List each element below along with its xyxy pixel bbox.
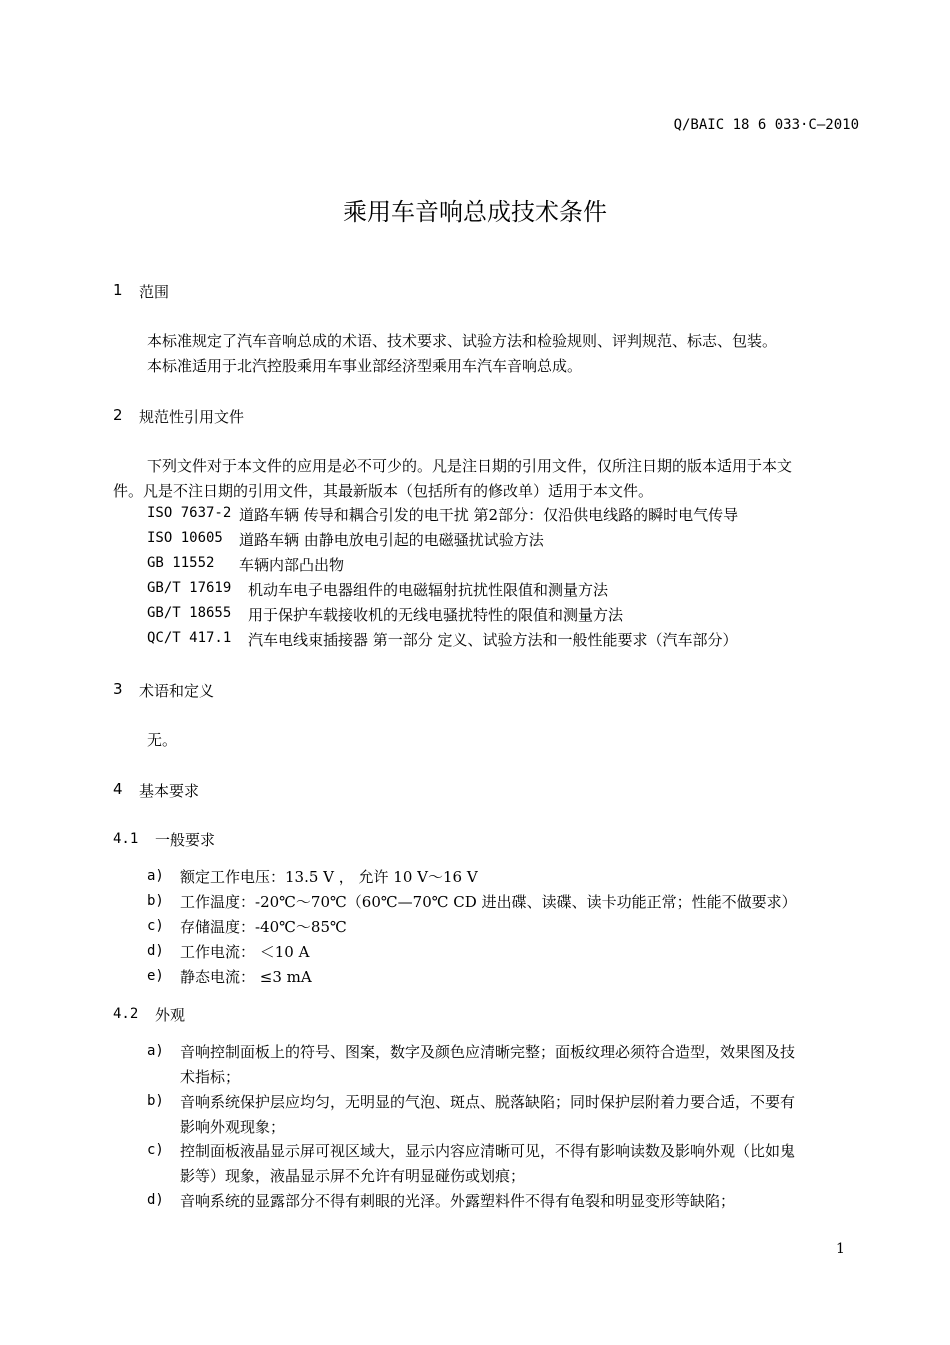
subsection-4-1-heading: 一般要求 xyxy=(155,831,216,849)
list-item-text: 工作电流： ＜10 A xyxy=(180,943,310,961)
subsection-4-2-number: 4.2 xyxy=(113,1006,139,1022)
reference-title: 车辆内部凸出物 xyxy=(239,556,345,574)
section-1-paragraph: 本标准规定了汽车音响总成的术语、技术要求、试验方法和检验规则、评判规范、标志、包装。 xyxy=(147,332,778,350)
list-item-text: 音响系统保护层应均匀，无明显的气泡、斑点、脱落缺陷；同时保护层附着力要合适，不要有 xyxy=(180,1093,796,1111)
list-item-text: 影响外观现象； xyxy=(180,1118,286,1136)
list-item-label: b) xyxy=(147,1093,164,1109)
section-3-number: 3 xyxy=(113,680,123,698)
reference-code: QC/T 417.1 xyxy=(147,630,232,646)
subsection-4-2-heading: 外观 xyxy=(155,1006,186,1024)
list-item-label: e) xyxy=(147,968,164,984)
reference-code: ISO 10605 xyxy=(147,530,223,546)
reference-title: 汽车电线束插接器 第一部分 定义、试验方法和一般性能要求（汽车部分） xyxy=(248,631,738,649)
list-item-label: c) xyxy=(147,1142,164,1158)
section-2-number: 2 xyxy=(113,406,123,424)
section-2-heading: 规范性引用文件 xyxy=(139,408,245,426)
list-item-text: 音响控制面板上的符号、图案，数字及颜色应清晰完整；面板纹理必须符合造型，效果图及技 xyxy=(180,1043,796,1061)
list-item-text: 存储温度：-40℃～85℃ xyxy=(180,918,347,936)
section-4-number: 4 xyxy=(113,780,123,798)
document-number: Q/BAIC 18 6 033·C—2010 xyxy=(673,117,859,133)
list-item-text: 静态电流： ≤3 mA xyxy=(180,968,312,986)
section-3-body: 无。 xyxy=(147,731,178,749)
section-3-heading: 术语和定义 xyxy=(139,682,215,700)
list-item-label: b) xyxy=(147,893,164,909)
section-1-paragraph: 本标准适用于北汽控股乘用车事业部经济型乘用车汽车音响总成。 xyxy=(147,357,583,375)
list-item-text: 额定工作电压：13.5 V ， 允许 10 V～16 V xyxy=(180,868,478,886)
reference-code: GB/T 18655 xyxy=(147,605,232,621)
list-item-text: 音响系统的显露部分不得有刺眼的光泽。外露塑料件不得有龟裂和明显变形等缺陷； xyxy=(180,1192,736,1210)
reference-title: 道路车辆 由静电放电引起的电磁骚扰试验方法 xyxy=(239,531,544,549)
subsection-4-1-number: 4.1 xyxy=(113,831,139,847)
reference-code: GB/T 17619 xyxy=(147,580,232,596)
reference-title: 道路车辆 传导和耦合引发的电干扰 第2部分：仅沿供电线路的瞬时电气传导 xyxy=(239,506,739,524)
list-item-text: 控制面板液晶显示屏可视区域大，显示内容应清晰可见，不得有影响读数及影响外观（比如鬼 xyxy=(180,1142,796,1160)
page-number: 1 xyxy=(836,1241,845,1257)
section-1-heading: 范围 xyxy=(139,283,170,301)
section-1-number: 1 xyxy=(113,281,123,299)
reference-title: 机动车电子电器组件的电磁辐射抗扰性限值和测量方法 xyxy=(248,581,609,599)
section-2-intro: 下列文件对于本文件的应用是必不可少的。凡是注日期的引用文件，仅所注日期的版本适用于本文 xyxy=(147,457,793,475)
list-item-text: 术指标； xyxy=(180,1068,241,1086)
document-title: 乘用车音响总成技术条件 xyxy=(343,198,607,226)
list-item-label: d) xyxy=(147,943,164,959)
reference-code: GB 11552 xyxy=(147,555,215,571)
reference-code: ISO 7637-2 xyxy=(147,505,232,521)
list-item-text: 工作温度：-20℃～70℃（60℃—70℃ CD 进出碟、读碟、读卡功能正常；性能不做要求） xyxy=(180,893,797,911)
section-4-heading: 基本要求 xyxy=(139,782,200,800)
list-item-label: d) xyxy=(147,1192,164,1208)
section-2-intro: 件。凡是不注日期的引用文件，其最新版本（包括所有的修改单）适用于本文件。 xyxy=(113,482,654,500)
list-item-label: a) xyxy=(147,1043,164,1059)
reference-title: 用于保护车载接收机的无线电骚扰特性的限值和测量方法 xyxy=(248,606,624,624)
list-item-label: a) xyxy=(147,868,164,884)
list-item-label: c) xyxy=(147,918,164,934)
list-item-text: 影等）现象，液晶显示屏不允许有明显碰伤或划痕； xyxy=(180,1167,526,1185)
